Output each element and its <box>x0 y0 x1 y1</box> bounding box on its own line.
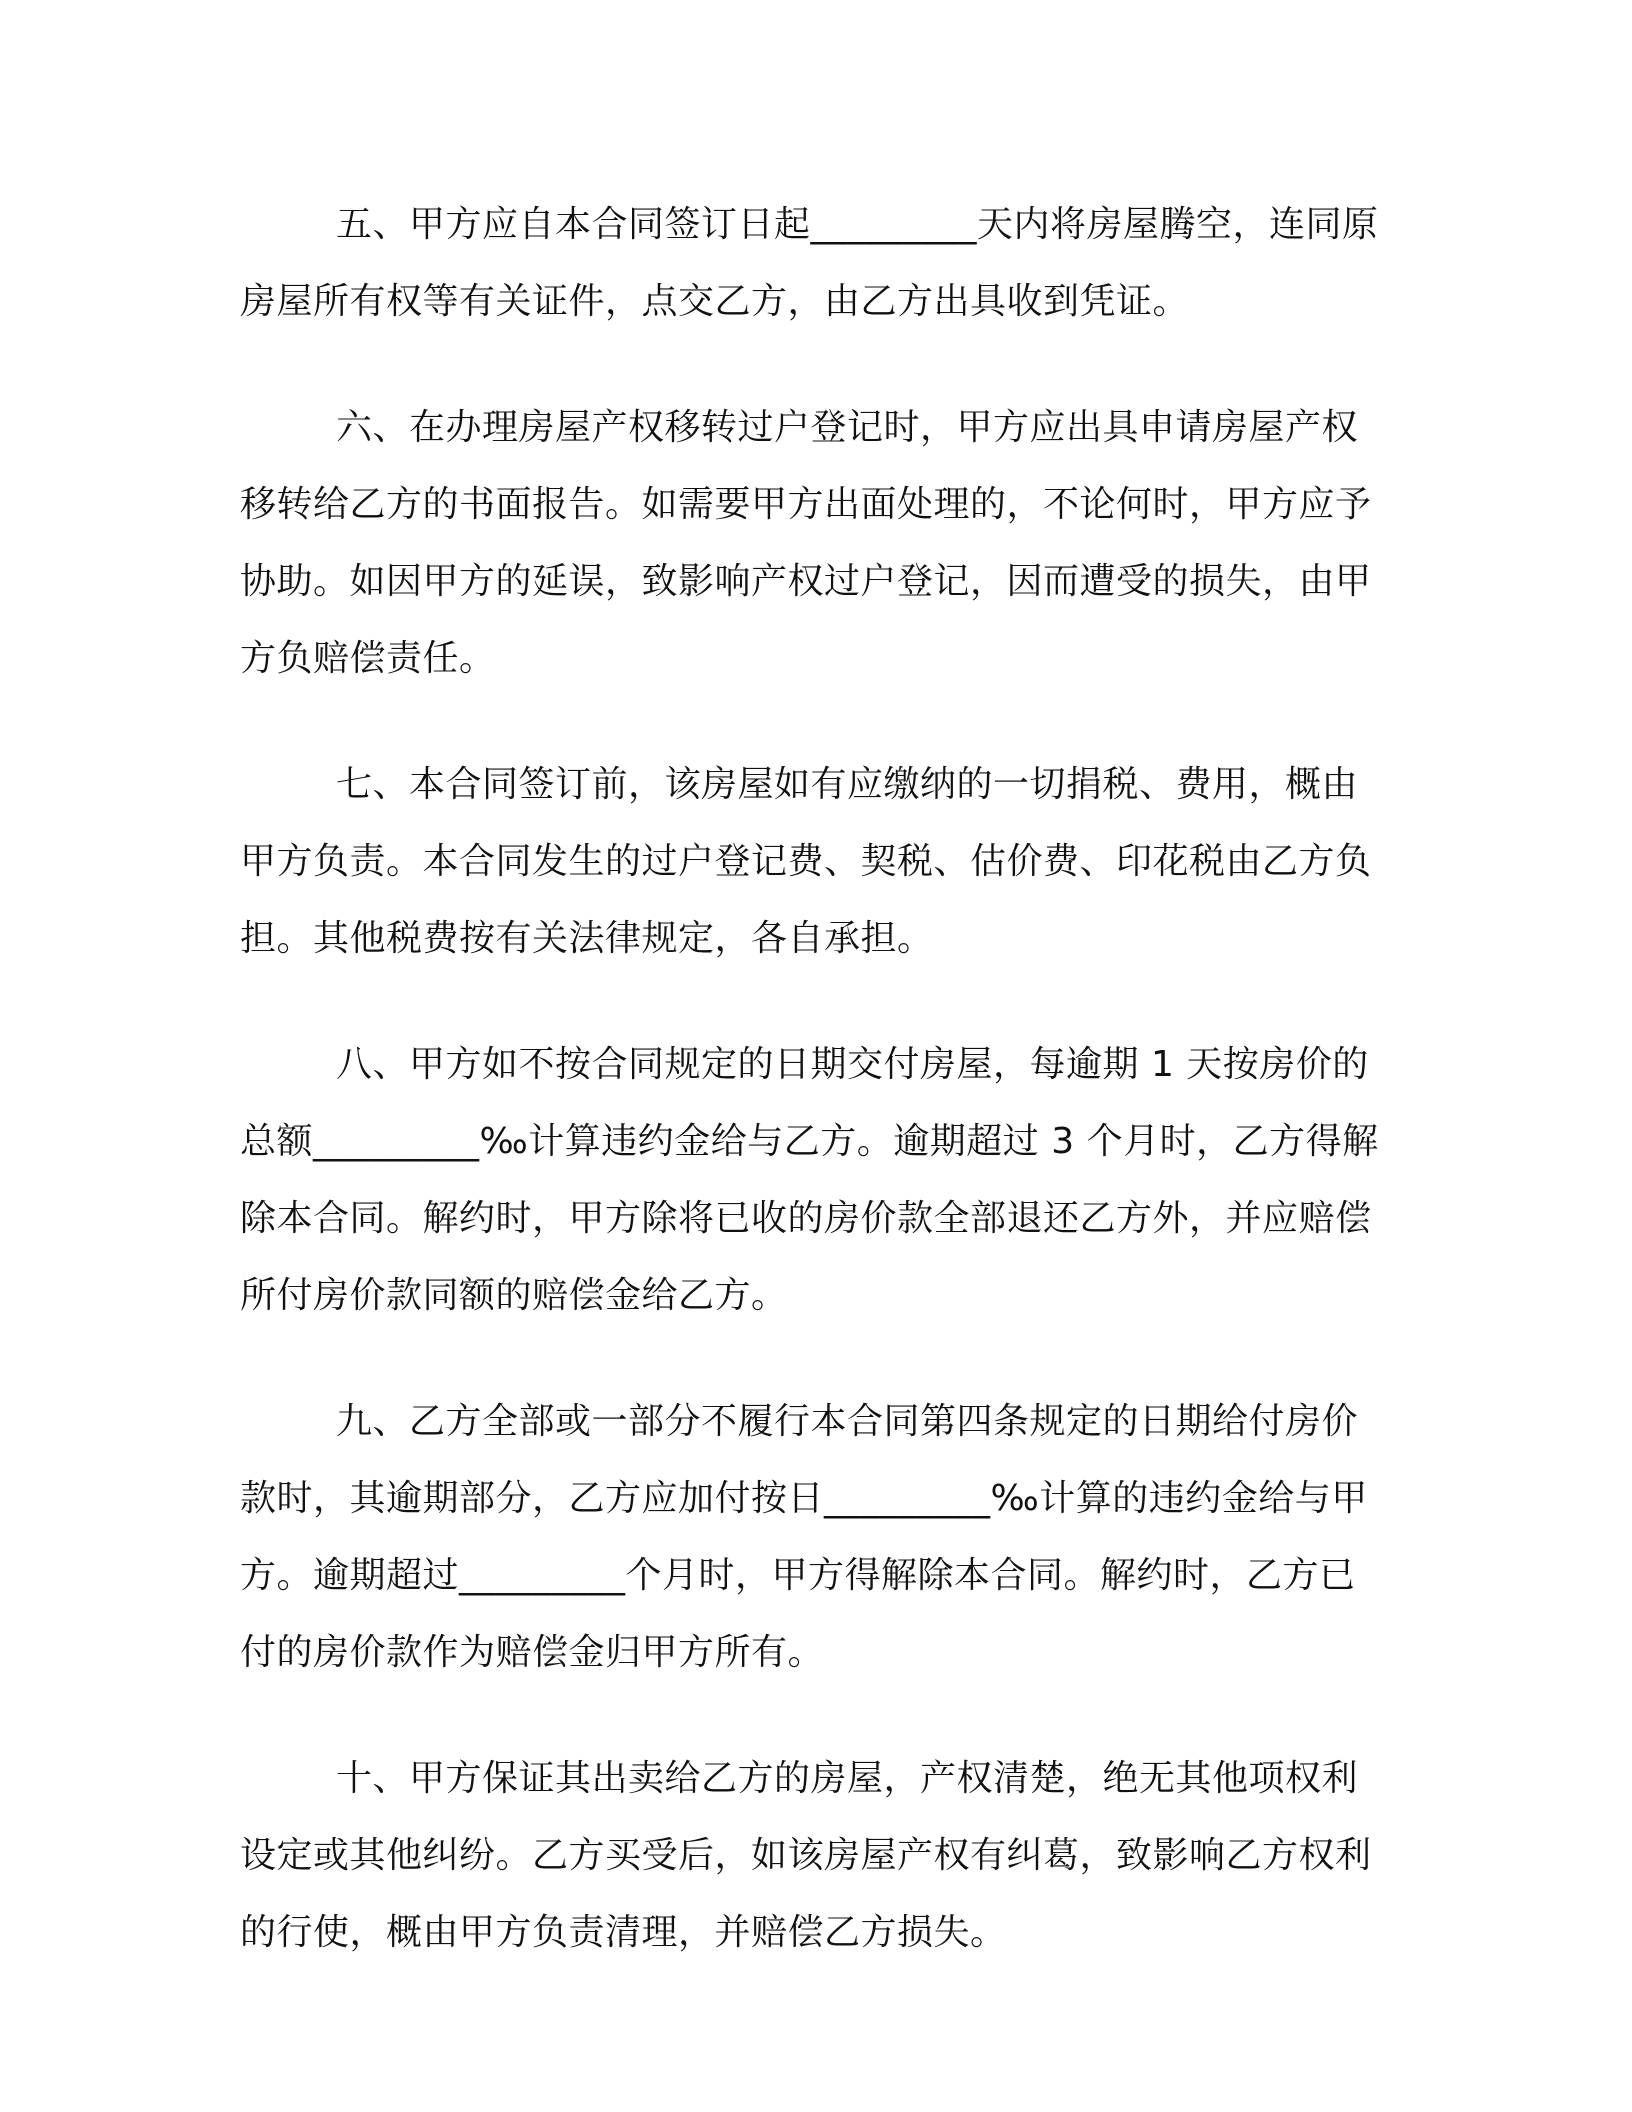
clause-5: 五、甲方应自本合同签订日起_________天内将房屋腾空，连同原房屋所有权等有关证件，点交乙方，由乙方出具收到凭证。 <box>240 204 1379 322</box>
contract-body <box>240 186 1380 2020</box>
clause-6: 六、在办理房屋产权移转过户登记时，甲方应出具申请房屋产权移转给乙方的书面报告。如需要甲方出面处理的，不论何时，甲方应予协助。如因甲方的延误，致影响产权过户登记，因而遭受的损失，由甲方负赔偿责任。 <box>240 407 1372 679</box>
clause-7: 七、本合同签订前，该房屋如有应缴纳的一切捐税、费用，概由甲方负责。本合同发生的过户登记费、契税、估价费、印花税由乙方负担。其他税费按有关法律规定，各自承担。 <box>240 764 1372 959</box>
clause-8: 八、甲方如不按合同规定的日期交付房屋，每逾期 1 天按房价的总额_________‰计算违约金给与乙方。逾期超过 3 个月时，乙方得解除本合同。解约时，甲方除将已收的房价款全部退还乙方外，并应赔偿所付房价款同额的赔偿金给乙方。 <box>240 1044 1379 1316</box>
clause-10: 十、甲方保证其出卖给乙方的房屋，产权清楚，绝无其他项权利设定或其他纠纷。乙方买受后，如该房屋产权有纠葛，致影响乙方权利的行使，概由甲方负责清理，并赔偿乙方损失。 <box>240 1758 1372 1953</box>
clause-9: 九、乙方全部或一部分不履行本合同第四条规定的日期给付房价款时，其逾期部分，乙方应加付按日_________‰计算的违约金给与甲方。逾期超过_________个月时，甲方得解除本合同。解约时，乙方已付的房价款作为赔偿金归甲方所有。 <box>240 1401 1368 1673</box>
